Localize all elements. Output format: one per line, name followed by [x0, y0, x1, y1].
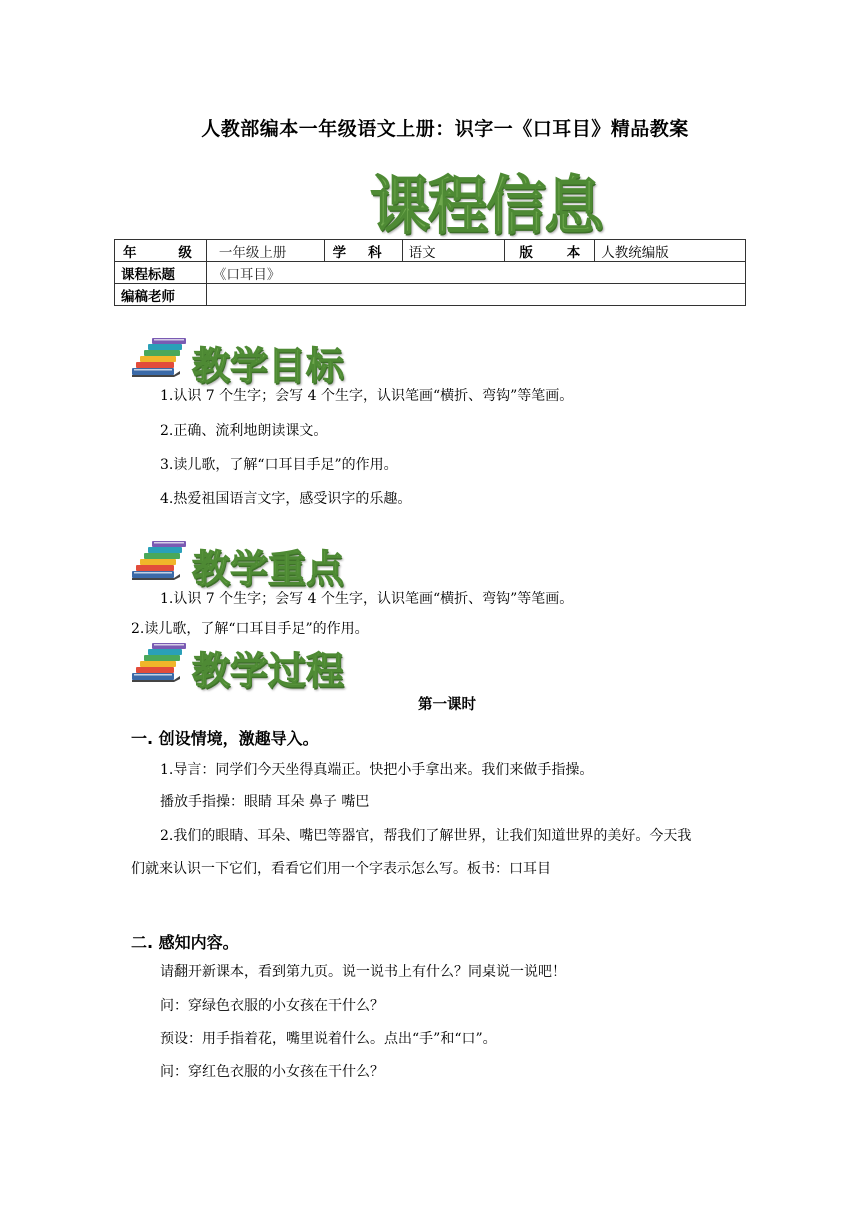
paragraph: 问：穿红色衣服的小女孩在干什么？ [160, 1064, 384, 1080]
key-point-item-1: 1.认识 7 个生字；会写 4 个生字，认识笔画“横折、弯钩”等笔画。 [160, 591, 574, 607]
objectives-heading: 教学目标 [192, 344, 345, 388]
lesson-label: 第一课时 [418, 697, 476, 713]
key-point-item-2: 2.读儿歌，了解“口耳目手足”的作用。 [131, 621, 369, 637]
objective-item-1: 1.认识 7 个生字；会写 4 个生字，认识笔画“横折、弯钩”等笔画。 [160, 388, 574, 404]
book-stack-icon [128, 337, 190, 377]
objective-item-2: 2.正确、流利地朗读课文。 [160, 423, 328, 439]
subject-label: 学 科 [324, 240, 402, 262]
grade-label: 年 级 [115, 240, 207, 262]
course-info-table [114, 239, 746, 306]
process-heading: 教学过程 [192, 649, 345, 693]
paragraph: 1.导言：同学们今天坐得真端正。快把小手拿出来。我们来做手指操。 [160, 762, 594, 778]
book-stack-icon [128, 642, 190, 682]
paragraph: 预设：用手指着花，嘴里说着什么。点出“手”和“口”。 [160, 1031, 497, 1047]
table-row [115, 240, 746, 262]
editor-label: 编稿老师 [115, 284, 207, 306]
table-row [115, 284, 746, 306]
paragraph: 请翻开新课本，看到第九页。说一说书上有什么？同桌说一说吧！ [160, 964, 566, 980]
course-info-heading: 课程信息 [370, 169, 602, 243]
book-stack-icon [128, 540, 190, 580]
course-title-value: 《口耳目》 [206, 262, 745, 284]
key-points-heading: 教学重点 [192, 547, 345, 591]
course-title-label: 课程标题 [115, 262, 207, 284]
table-row [115, 262, 746, 284]
paragraph: 2.我们的眼睛、耳朵、嘴巴等器官，帮我们了解世界，让我们知道世界的美好。今天我 [160, 828, 692, 844]
paragraph: 问：穿绿色衣服的小女孩在干什么？ [160, 998, 384, 1014]
subject-value: 语文 [402, 240, 505, 262]
paragraph: 播放手指操：眼睛 耳朵 鼻子 嘴巴 [160, 794, 370, 810]
section-1-title: 一. 创设情境，激趣导入。 [131, 729, 319, 748]
editor-value [206, 284, 745, 306]
objective-item-3: 3.读儿歌，了解“口耳目手足”的作用。 [160, 457, 398, 473]
document-title: 人教部编本一年级语文上册：识字一《口耳目》精品教案 [201, 118, 689, 140]
section-2-title: 二. 感知内容。 [131, 933, 239, 952]
edition-value: 人教统编版 [595, 240, 746, 262]
objective-item-4: 4.热爱祖国语言文字，感受识字的乐趣。 [160, 491, 412, 507]
edition-label: 版 本 [505, 240, 595, 262]
paragraph: 们就来认识一下它们，看看它们用一个字表示怎么写。板书：口耳目 [131, 861, 551, 877]
grade-value: 一年级上册 [206, 240, 324, 262]
